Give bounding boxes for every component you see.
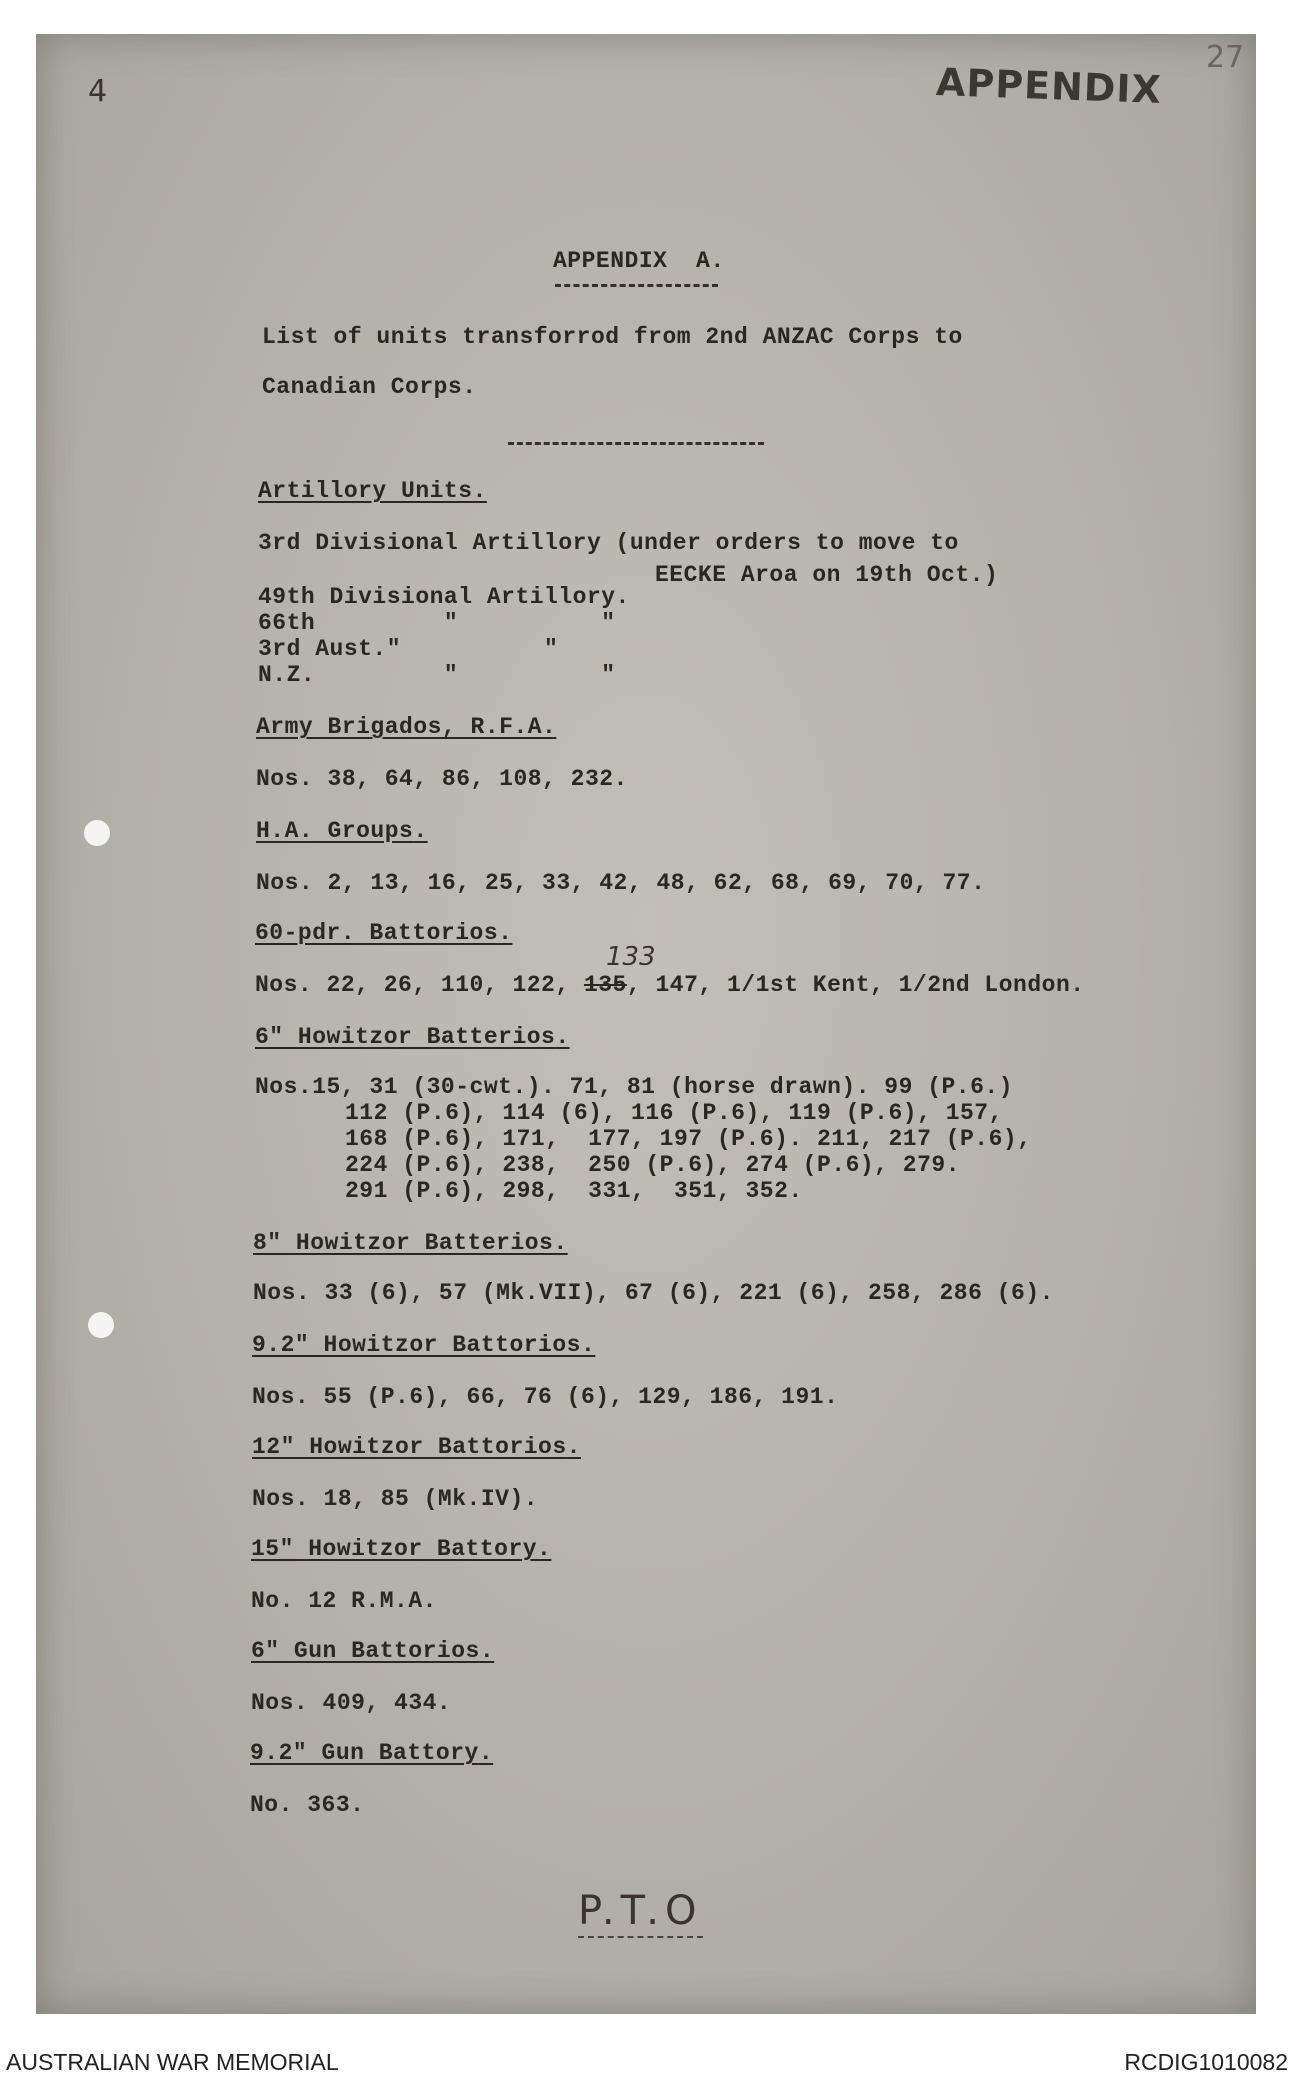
section-heading: 9.2" Howitzor Battorios. — [252, 1332, 596, 1358]
page-title: APPENDIX A. — [553, 248, 725, 274]
text-line: 3rd Divisional Artillory (under orders to move to — [258, 530, 959, 556]
intro-line: Canadian Corps. — [262, 374, 477, 400]
pto-note: P.T.O — [578, 1888, 703, 1938]
text-line: Nos. 55 (P.6), 66, 76 (6), 129, 186, 191. — [252, 1384, 839, 1410]
text-line: 291 (P.6), 298, 331, 351, 352. — [345, 1178, 803, 1204]
section-heading: 8" Howitzor Batterios. — [253, 1230, 568, 1256]
section-heading: Artillory Units. — [258, 478, 487, 504]
text-line: No. 363. — [250, 1792, 365, 1818]
text-line: No. 12 R.M.A. — [251, 1588, 437, 1614]
handwritten-correction: 133 — [606, 942, 656, 972]
section-heading: 60-pdr. Battorios. — [255, 920, 513, 946]
section-divider — [508, 442, 764, 445]
intro-line: List of units transforrod from 2nd ANZAC Corps to — [262, 324, 963, 350]
footer-credit: AUSTRALIAN WAR MEMORIAL — [6, 2049, 339, 2075]
text-line: N.Z. " " — [258, 662, 616, 688]
text-line: Nos. 22, 26, 110, 122, 135, 147, 1/1st Kent, 1/2nd London. — [255, 972, 1085, 998]
page-corner-number-left: 4 — [88, 74, 108, 109]
text-line: Nos. 33 (6), 57 (Mk.VII), 67 (6), 221 (6), 258, 286 (6). — [253, 1280, 1054, 1306]
page-corner-number-right: 27 — [1206, 40, 1245, 75]
text-line: 112 (P.6), 114 (6), 116 (P.6), 119 (P.6), 157, — [345, 1100, 1003, 1126]
section-heading: Army Brigados, R.F.A. — [256, 714, 557, 740]
punch-hole — [88, 1312, 114, 1338]
text-line: Nos. 38, 64, 86, 108, 232. — [256, 766, 628, 792]
title-underline — [555, 284, 718, 287]
section-heading: 6" Howitzor Batterios. — [255, 1024, 570, 1050]
appendix-stamp: APPENDIX — [935, 60, 1163, 112]
text-line: 66th " " — [258, 610, 616, 636]
footer-record-id: RCDIG1010082 — [1124, 2049, 1288, 2075]
text-line: 3rd Aust." " — [258, 636, 559, 662]
text-line: Nos. 409, 434. — [251, 1690, 452, 1716]
text-line: Nos. 2, 13, 16, 25, 33, 42, 48, 62, 68, 69, 70, 77. — [256, 870, 986, 896]
text-line: Nos. 18, 85 (Mk.IV). — [252, 1486, 539, 1512]
section-heading: 6" Gun Battorios. — [251, 1638, 495, 1664]
section-heading: 9.2" Gun Battory. — [250, 1740, 494, 1766]
text-line: 168 (P.6), 171, 177, 197 (P.6). 211, 217 (P.6), — [345, 1126, 1032, 1152]
section-heading: H.A. Groups. — [256, 818, 428, 844]
text-line: 224 (P.6), 238, 250 (P.6), 274 (P.6), 279. — [345, 1152, 960, 1178]
punch-hole — [84, 820, 110, 846]
section-heading: 15" Howitzor Battory. — [251, 1536, 552, 1562]
text-line: 49th Divisional Artillory. — [258, 584, 630, 610]
section-heading: 12" Howitzor Battorios. — [252, 1434, 581, 1460]
text-line: EECKE Aroa on 19th Oct.) — [655, 562, 999, 588]
text-line: Nos.15, 31 (30-cwt.). 71, 81 (horse drawn). 99 (P.6.) — [255, 1074, 1014, 1100]
